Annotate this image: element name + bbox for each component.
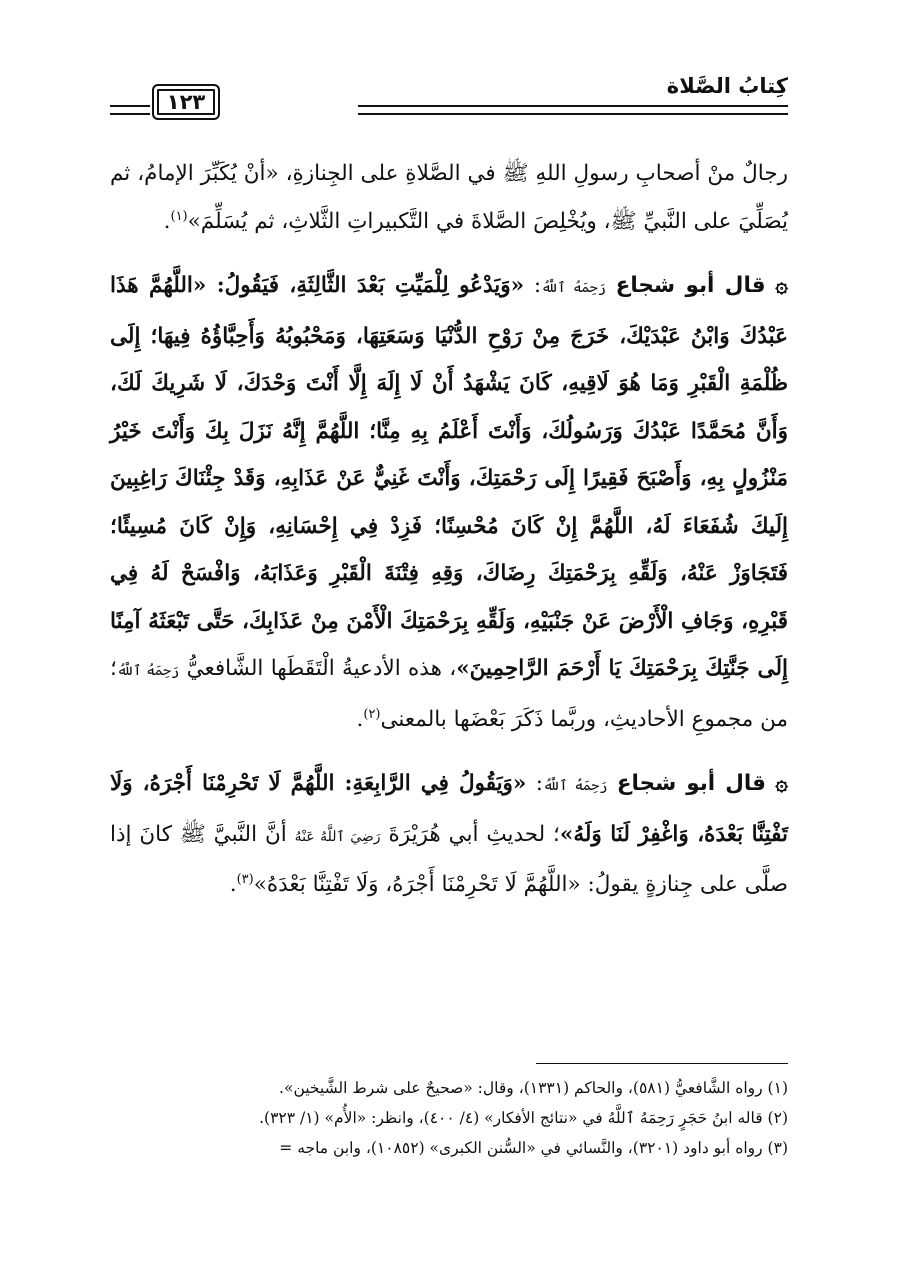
footnote-3: (٣) رواه أبو داود (٣٢٠١)، والنَّسائي في «السُّنن الكبرى» (١٠٨٥٢)، وابن ماجه = bbox=[279, 1139, 788, 1157]
page-number: ١٢٣ bbox=[152, 84, 220, 120]
paragraph-end: . bbox=[229, 872, 237, 897]
footnote-1: (١) رواه الشَّافعيُّ (٥٨١)، والحاكم (١٣٣١)، وقال: «صحيحٌ على شرط الشَّيخين». bbox=[279, 1079, 788, 1097]
header-rule-right bbox=[358, 105, 788, 115]
commentary-text: أنَّ النَّبيَّ ﷺ كانَ إذا صلَّى على جِنازةٍ يقولُ: «اللَّهُمَّ لَا تَحْرِمْنَا أَجْرَهُ، وَلَا تَفْتِنَّا بَعْدَهُ» bbox=[110, 821, 788, 897]
speaker-name: قال أبو شجاع bbox=[615, 273, 766, 298]
matn-quote: «وَيَقُولُ فِي الرَّابِعَةِ: اللَّهُمَّ لَا تَحْرِمْنَا أَجْرَهُ، وَلَا تَفْتِنَّا بَعْدَهُ، وَاغْفِرْ لَنَا وَلَهُ» bbox=[110, 771, 788, 847]
paragraph-text: رجالٌ منْ أصحابِ رسولِ اللهِ ﷺ في الصَّلاةِ على الجِنازةِ، «أنْ يُكَبِّرَ الإمامُ، ثم يُصَلِّيَ على النَّبيِّ ﷺ، ويُخْلِصَ الصَّلاةَ في التَّكبيراتِ الثَّلاثِ، ثم يُسَلِّمَ» bbox=[110, 161, 788, 234]
commentary-text: ، هذه الأدعيةُ الْتَقَطَها الشَّافعيُّ bbox=[186, 656, 457, 681]
colon: : bbox=[526, 771, 543, 796]
footnote-2: (٢) قاله ابنُ حَجَرٍ رَحِمَهُ ٱللَّهُ في «نتائج الأفكار» (٤/ ٤٠٠)، وانظر: «الأُم» (١/ ٣٢٣). bbox=[259, 1109, 788, 1127]
header-rule-left bbox=[110, 105, 150, 115]
speaker-name: قال أبو شجاع bbox=[616, 771, 766, 796]
footnote-ref-2: (٢) bbox=[363, 706, 381, 722]
colon: : bbox=[524, 273, 542, 298]
matn-quote: «وَيَدْعُو لِلْمَيِّتِ بَعْدَ الثَّالِثَةِ، فَيَقُولُ: «اللَّهُمَّ هَذَا عَبْدُكَ وَابْنُ عَبْدَيْكَ، خَرَجَ مِنْ رَوْحِ الدُّنْيَا وَسَعَتِهَا، وَمَحْبُوبُهُ وَأَحِبَّاؤُهُ فِيهَا؛ إِلَى ظُلْمَةِ الْقَبْرِ وَمَا هُوَ لَاقِيهِ، كَانَ يَشْهَدُ أَنْ لَا إِلَهَ إِلَّا أَنْتَ وَحْدَكَ، لَا شَرِيكَ لَكَ، وَأَنَّ مُحَمَّدًا عَبْدُكَ وَرَسُولُكَ، وَأَنْتَ أَعْلَمُ بِهِ مِنَّا؛ اللَّهُمَّ إِنَّهُ نَزَلَ بِكَ وَأَنْتَ خَيْرُ مَنْزُولٍ بِهِ، وَأَصْبَحَ فَقِيرًا إِلَى رَحْمَتِكَ، وَأَنْتَ غَنِيٌّ عَنْ عَذَابِهِ، وَقَدْ جِئْنَاكَ رَاغِبِينَ إِلَيكَ شُفَعَاءَ لَهُ، اللَّهُمَّ إِنْ كَانَ مُحْسِنًا؛ فَزِدْ فِي إِحْسَانِهِ، وَإِنْ كَانَ مُسِيئًا؛ فَتَجَاوَزْ عَنْهُ، وَلَقِّهِ بِرَحْمَتِكَ رِضَاكَ، وَقِهِ فِتْنَةَ الْقَبْرِ وَعَذَابَهُ، وَافْسَحْ لَهُ فِي قَبْرِهِ، وَجَافِ الْأَرْضَ عَنْ جَنْبَيْهِ، وَلَقِّهِ بِرَحْمَتِكَ الْأَمْنَ مِنْ عَذَابِكَ، حَتَّى تَبْعَثَهُ آمِنًا إِلَى جَنَّتِكَ بِرَحْمَتِكَ يَا أَرْحَمَ الرَّاحِمِينَ» bbox=[110, 273, 788, 681]
commentary-text: ؛ من مجموعِ الأحاديثِ، وربَّما ذَكَرَ بَعْضَها بالمعنى bbox=[110, 656, 788, 732]
honorific: رَحِمَهُ ٱللَّهُ bbox=[116, 663, 180, 679]
main-text bbox=[110, 150, 788, 926]
paragraph-end: . bbox=[163, 208, 171, 234]
section-marker-icon: ۞ bbox=[775, 771, 788, 796]
section-marker-icon: ۞ bbox=[775, 273, 788, 298]
paragraph-end: . bbox=[356, 706, 364, 732]
honorific: رَحِمَهُ ٱللَّهُ bbox=[541, 280, 606, 296]
footnote-ref-3: (٣) bbox=[236, 871, 254, 887]
paragraph-3 bbox=[110, 760, 788, 909]
honorific: رَضِيَ ٱللَّهُ عَنْهُ bbox=[294, 828, 381, 845]
paragraph-2 bbox=[110, 262, 788, 743]
commentary-text: ؛ لحديثِ أبي هُرَيْرَةَ bbox=[388, 821, 560, 847]
honorific: رَحِمَهُ ٱللَّهُ bbox=[543, 778, 608, 794]
footnote-ref-1: (١) bbox=[170, 208, 188, 224]
page-header bbox=[110, 72, 788, 120]
footnotes bbox=[110, 1073, 788, 1163]
book-title: كِتابُ الصَّلاة bbox=[666, 74, 788, 98]
paragraph-1 bbox=[110, 150, 788, 245]
footnote-divider bbox=[536, 1063, 788, 1064]
